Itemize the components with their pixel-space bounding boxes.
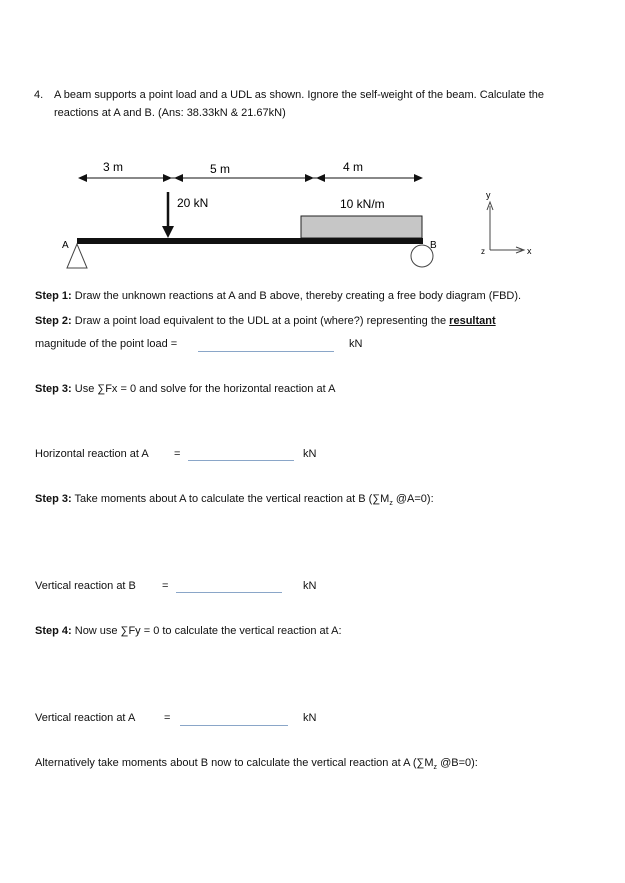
- question-text-line1: A beam supports a point load and a UDL as shown. Ignore the self-weight of the beam. Calculate the: [54, 89, 544, 101]
- vertical-reaction-a-answer-line[interactable]: [180, 725, 288, 726]
- axis-x-label: x: [527, 246, 532, 256]
- resultant-answer-line[interactable]: [198, 351, 334, 352]
- step-2-label: Step 2:: [35, 315, 72, 327]
- vertical-reaction-a-unit: kN: [303, 712, 317, 724]
- vertical-reaction-b-label: Vertical reaction at B: [35, 580, 136, 592]
- horizontal-reaction-unit: kN: [303, 448, 317, 460]
- step-3a-label: Step 3:: [35, 383, 72, 395]
- udl-label: 10 kN/m: [340, 197, 385, 211]
- step-2-magnitude-label: magnitude of the point load =: [35, 338, 178, 350]
- step-2-text: Draw a point load equivalent to the UDL at a point (where?) representing the: [71, 315, 450, 327]
- question-block: [34, 86, 594, 122]
- point-load-arrowhead: [162, 226, 174, 238]
- dimension-label-4m: 4 m: [343, 160, 364, 174]
- step-3b-subscript: z: [389, 500, 393, 508]
- step-3b-text: Take moments about A to calculate the vertical reaction at B (∑M: [71, 493, 390, 505]
- step-4: [35, 625, 342, 637]
- vertical-reaction-a-label: Vertical reaction at A: [35, 712, 136, 724]
- question-number: 4.: [34, 89, 44, 101]
- beam-diagram: [0, 150, 625, 275]
- alternative-method: [35, 757, 478, 771]
- axes-icon: [487, 202, 524, 253]
- horizontal-reaction-label: Horizontal reaction at A: [35, 448, 149, 460]
- alternative-text: Alternatively take moments about B now to calculate the vertical reaction at A (∑M: [35, 757, 434, 769]
- vertical-reaction-b-unit: kN: [303, 580, 317, 592]
- axis-y-label: y: [486, 190, 491, 200]
- horizontal-reaction-equals: =: [174, 448, 181, 460]
- beam: [77, 238, 423, 244]
- step-3-moments: [35, 493, 434, 507]
- step-3b-end: @A=0):: [392, 493, 434, 505]
- support-a-label: A: [62, 240, 69, 251]
- step-2-emphasis: resultant: [449, 315, 496, 327]
- step-3a-text: Use ∑Fx = 0 and solve for the horizontal reaction at A: [71, 383, 336, 395]
- step-4-label: Step 4:: [35, 625, 72, 637]
- step-4-text: Now use ∑Fy = 0 to calculate the vertical reaction at A:: [71, 625, 342, 637]
- axis-z-label: z: [481, 247, 485, 256]
- step-1-label: Step 1:: [35, 290, 72, 302]
- support-b-label: B: [430, 240, 437, 251]
- pin-support-a: [67, 244, 87, 268]
- vertical-reaction-b-answer-line[interactable]: [176, 592, 282, 593]
- step-1: [35, 290, 521, 302]
- alternative-end: @B=0):: [437, 757, 478, 769]
- dimension-label-5m: 5 m: [210, 162, 231, 176]
- alternative-subscript: z: [433, 764, 438, 772]
- vertical-reaction-b-equals: =: [162, 580, 169, 592]
- point-load-label: 20 kN: [177, 196, 209, 210]
- vertical-reaction-a-equals: =: [164, 712, 171, 724]
- dimension-label-3m: 3 m: [103, 160, 124, 174]
- udl-block: [301, 216, 422, 238]
- step-3b-label: Step 3:: [35, 493, 72, 505]
- step-2-unit: kN: [349, 338, 363, 350]
- horizontal-reaction-answer-line[interactable]: [188, 460, 294, 461]
- step-2: [35, 315, 496, 327]
- step-1-text: Draw the unknown reactions at A and B above, thereby creating a free body diagram (FBD).: [71, 290, 522, 302]
- question-text-line2: reactions at A and B. (Ans: 38.33kN & 21.67kN): [54, 107, 286, 119]
- step-3-horizontal: [35, 383, 335, 395]
